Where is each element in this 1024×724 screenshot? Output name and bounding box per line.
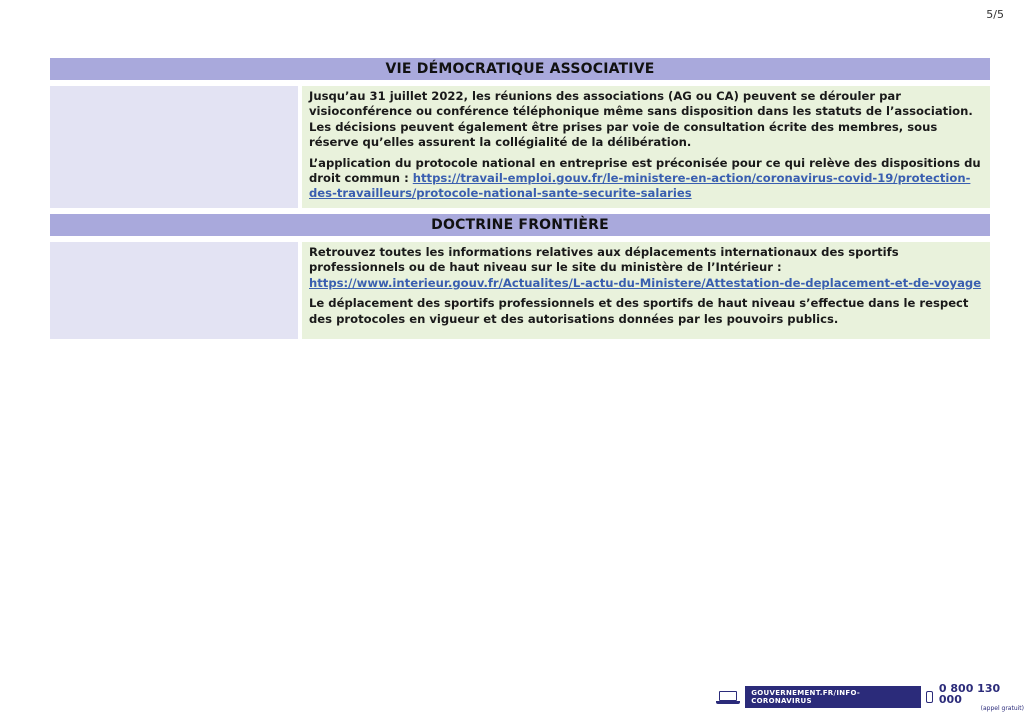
gouvernement-site-badge[interactable]: GOUVERNEMENT.FR/INFO-CORONAVIRUS (745, 686, 921, 708)
section-header-vie-democratique: VIE DÉMOCRATIQUE ASSOCIATIVE (50, 58, 990, 80)
interieur-attestation-link[interactable]: https://www.interieur.gouv.fr/Actualites/L-actu-du-Ministere/Attestation-de-deplacement-et-de-voyage (309, 275, 982, 290)
phone-note: (appel gratuit) (980, 704, 1024, 712)
paragraph (309, 156, 982, 202)
protocole-national-link[interactable]: https://travail-emploi.gouv.fr/le-ministere-en-action/coronavirus-covid-19/protection-des-travailleurs/protocole-national-sante-securite-salaries (309, 171, 971, 201)
paragraph (309, 245, 982, 291)
phone-number: 0 800 130 000 (938, 681, 1001, 706)
section-row-doctrine-frontiere (50, 242, 990, 339)
phone-icon (926, 691, 933, 703)
paragraph-text: L’application du protocole national en entreprise est préconisée pour ce qui relève des dispositions du droit commun : (309, 155, 981, 186)
row-label-cell (50, 242, 298, 339)
phone-contact (939, 683, 1024, 712)
footer (716, 681, 1024, 712)
row-content-cell (302, 242, 990, 339)
section-header-doctrine-frontiere: DOCTRINE FRONTIÈRE (50, 214, 990, 236)
section-row-vie-democratique (50, 86, 990, 208)
page-number: 5/5 (986, 8, 1004, 21)
laptop-icon (716, 690, 739, 705)
paragraph-text: Retrouvez toutes les informations relatives aux déplacements internationaux des sportifs professionnels ou de haut niveau sur le site du ministère de l’Intérieur : (309, 245, 899, 275)
row-content-cell (302, 86, 990, 208)
paragraph: Jusqu’au 31 juillet 2022, les réunions des associations (AG ou CA) peuvent se dérouler par visioconférence ou conférence téléphonique même sans disposition dans les statuts de l’association. Les décisions peuvent également être prises par voie de consultation écrite des membres, sous réserve qu’elles assurent la collégialité de la délibération. (309, 89, 973, 150)
paragraph: Le déplacement des sportifs professionnels et des sportifs de haut niveau s’effectue dans le respect des protocoles en vigueur et des autorisations données par les pouvoirs publics. (309, 296, 969, 326)
row-label-cell (50, 86, 298, 208)
